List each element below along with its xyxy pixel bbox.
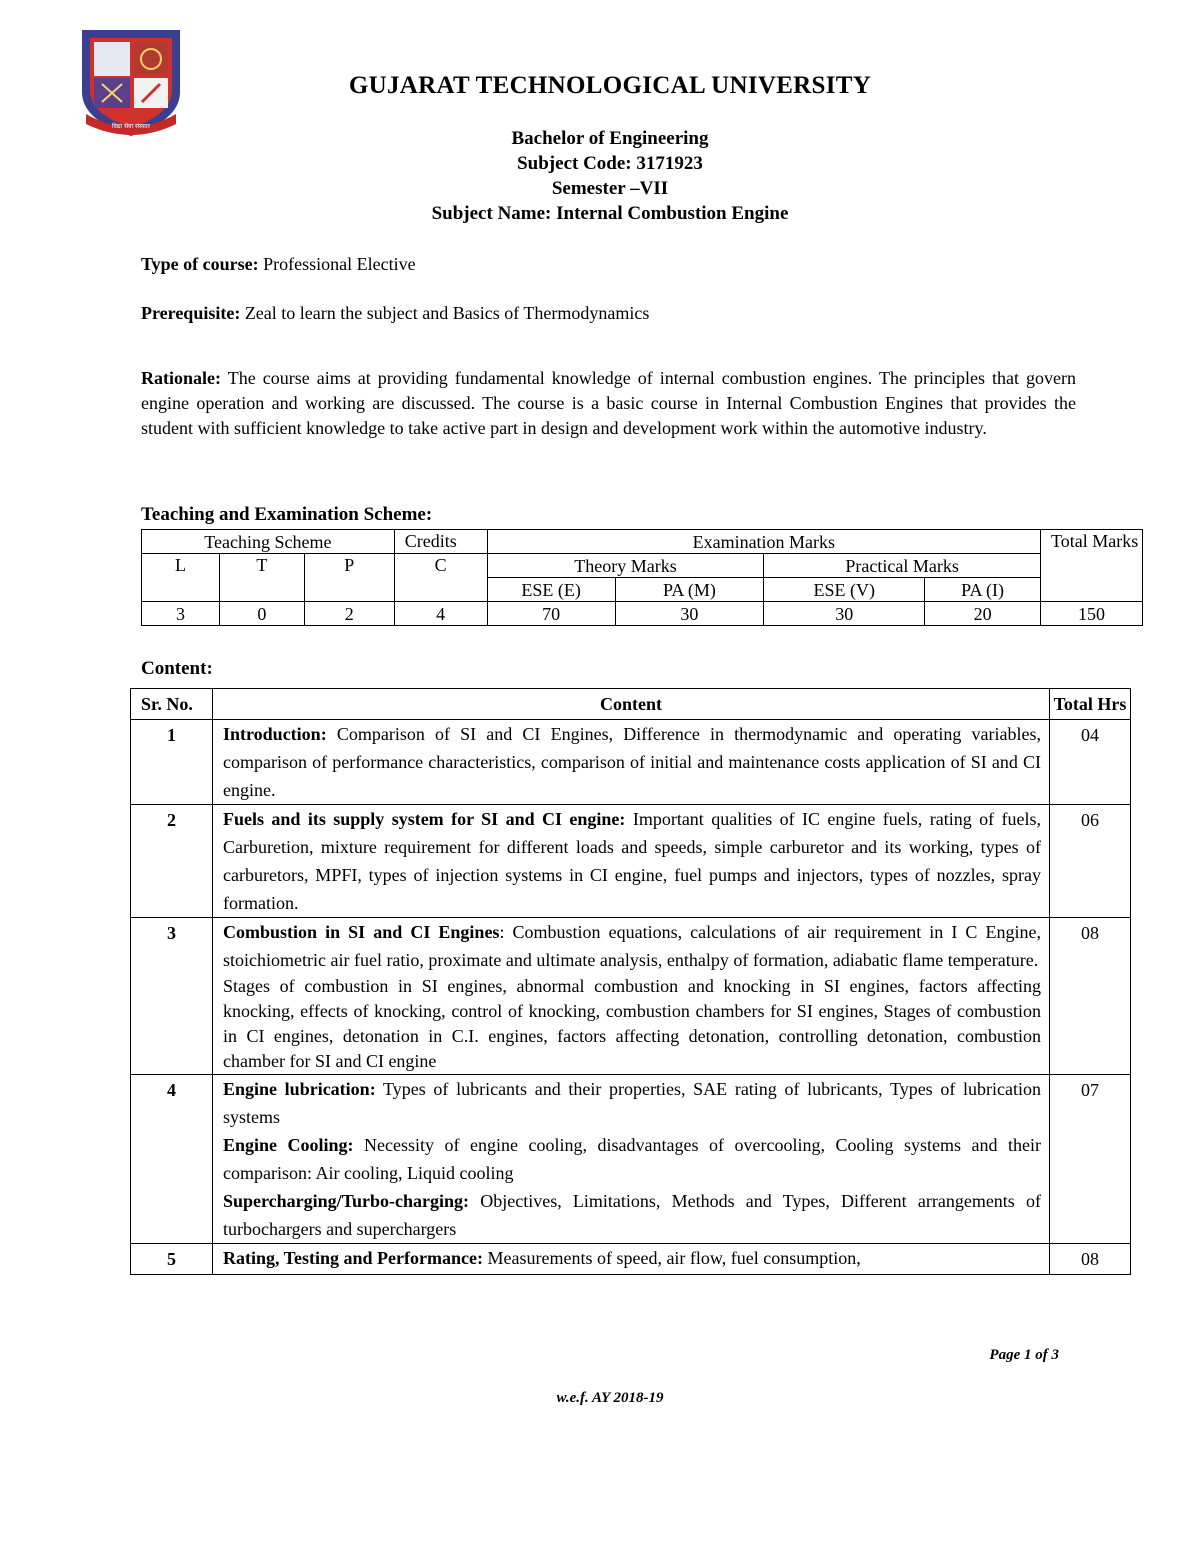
- topic-title: Introduction:: [223, 724, 327, 744]
- col-total-hrs: Total Hrs: [1050, 689, 1131, 720]
- prerequisite: Prerequisite: Zeal to learn the subject and Basics of Thermodynamics: [141, 303, 650, 323]
- table-row: [131, 1244, 1131, 1275]
- row-hours: 08: [1050, 1244, 1131, 1275]
- val-total: 150: [1041, 602, 1143, 626]
- row-content: [213, 1075, 1050, 1244]
- rationale: Rationale: The course aims at providing fundamental knowledge of internal combustion engines. The principles that govern engine operation and working are discussed. The course is a basic course in Internal Combustion Engines that provides the student with sufficient knowledge to take active part in design and development work within the automotive industry.: [141, 368, 1076, 438]
- content-paragraph: [223, 918, 1041, 974]
- topic-title: Supercharging/Turbo-charging:: [223, 1191, 470, 1211]
- row-sr-no: 4: [131, 1075, 213, 1244]
- topic-text: Comparison of SI and CI Engines, Difference in thermodynamic and operating variables, comparison of performance characteristics, comparison of initial and maintenance costs application of SI and CI engine.: [223, 724, 1041, 800]
- theory-marks-header: Theory Marks: [487, 554, 764, 578]
- val-p: 2: [304, 602, 394, 626]
- col-t: T: [219, 554, 304, 602]
- topic-text: Measurements of speed, air flow, fuel consumption,: [483, 1248, 861, 1268]
- exam-marks-header: Examination Marks: [487, 530, 1040, 554]
- degree: Bachelor of Engineering: [511, 128, 709, 149]
- content-heading: Content:: [141, 658, 213, 679]
- val-l: 3: [142, 602, 220, 626]
- content-paragraph: [223, 1075, 1041, 1131]
- row-content: [213, 918, 1050, 1075]
- topic-title: Combustion in SI and CI Engines: [223, 922, 500, 942]
- scheme-heading: Teaching and Examination Scheme:: [141, 504, 433, 525]
- col-content: Content: [213, 689, 1050, 720]
- row-sr-no: 5: [131, 1244, 213, 1275]
- table-row: [131, 918, 1131, 1075]
- wef-note: w.e.f. AY 2018-19: [556, 1390, 664, 1406]
- content-paragraph: [223, 1131, 1041, 1187]
- val-ese-e: 70: [487, 602, 615, 626]
- col-l: L: [142, 554, 220, 602]
- topic-text: Types of lubricants and their properties, SAE rating of lubricants, Types of lubrication systems: [223, 1079, 1041, 1127]
- table-row: [131, 720, 1131, 805]
- subject-name: Subject Name: Internal Combustion Engine: [431, 203, 789, 224]
- row-hours: 06: [1050, 805, 1131, 918]
- page-number: Page 1 of 3: [989, 1347, 1059, 1363]
- topic-title: Rating, Testing and Performance:: [223, 1248, 483, 1268]
- topic-text: Stages of combustion in SI engines, abnormal combustion and knocking in SI engines, factors affecting knocking, effects of knocking, control of knocking, combustion chambers for SI engines, Stages of combustion in CI engines, detonation in C.I. engines, factors affecting detonation, controlling detonation, combustion chamber for SI and CI engine: [223, 976, 1041, 1071]
- course-type: Type of course: Professional Elective: [141, 254, 416, 274]
- topic-text: Important qualities of IC engine fuels, rating of fuels, Carburetion, mixture requirement for different loads and speeds, simple carburetor and its working, types of carburetors, MPFI, types of injection systems in CI engine, fuel pumps and injectors, types of nozzles, spray formation.: [223, 809, 1041, 913]
- table-row: [131, 1075, 1131, 1244]
- val-ese-v: 30: [764, 602, 925, 626]
- row-hours: 07: [1050, 1075, 1131, 1244]
- teaching-scheme-header: Teaching Scheme: [142, 530, 395, 554]
- col-ese-e: ESE (E): [487, 578, 615, 602]
- content-paragraph: [223, 1244, 1041, 1272]
- val-c: 4: [394, 602, 487, 626]
- row-hours: 04: [1050, 720, 1131, 805]
- total-marks-header: Total Marks: [1041, 530, 1143, 602]
- val-t: 0: [219, 602, 304, 626]
- practical-marks-header: Practical Marks: [764, 554, 1041, 578]
- credits-header: Credits: [394, 530, 487, 554]
- svg-text:विद्या सेवा संस्कार: विद्या सेवा संस्कार: [112, 123, 150, 130]
- row-sr-no: 3: [131, 918, 213, 1075]
- university-title: GUJARAT TECHNOLOGICAL UNIVERSITY: [348, 72, 872, 99]
- table-row: [131, 805, 1131, 918]
- topic-title: Engine Cooling:: [223, 1135, 354, 1155]
- scheme-table: [141, 529, 1143, 626]
- row-content: [213, 805, 1050, 918]
- topic-text: Necessity of engine cooling, disadvantages of overcooling, Cooling systems and their comparison: Air cooling, Liquid cooling: [223, 1135, 1041, 1183]
- row-content: [213, 720, 1050, 805]
- topic-text: : Combustion equations, calculations of air requirement in I C Engine, stoichiometric air fuel ratio, proximate and ultimate analysis, enthalpy of formation, adiabatic flame temperature.: [223, 922, 1041, 970]
- content-paragraph: [223, 974, 1041, 1074]
- col-pa-i: PA (I): [925, 578, 1041, 602]
- topic-title: Engine lubrication:: [223, 1079, 376, 1099]
- col-p: P: [304, 554, 394, 602]
- col-ese-v: ESE (V): [764, 578, 925, 602]
- row-sr-no: 1: [131, 720, 213, 805]
- col-pa-m: PA (M): [615, 578, 764, 602]
- semester: Semester –VII: [551, 178, 669, 199]
- content-table: [130, 688, 1131, 1275]
- topic-title: Fuels and its supply system for SI and CI engine:: [223, 809, 626, 829]
- val-pa-i: 20: [925, 602, 1041, 626]
- topic-text: Objectives, Limitations, Methods and Types, Different arrangements of turbochargers and superchargers: [223, 1191, 1041, 1239]
- row-hours: 08: [1050, 918, 1131, 1075]
- row-content: [213, 1244, 1050, 1275]
- row-sr-no: 2: [131, 805, 213, 918]
- col-sr-no: Sr. No.: [131, 689, 213, 720]
- content-paragraph: [223, 1187, 1041, 1243]
- col-c: C: [394, 554, 487, 602]
- val-pa-m: 30: [615, 602, 764, 626]
- subject-code: Subject Code: 3171923: [517, 153, 703, 174]
- content-paragraph: [223, 805, 1041, 917]
- content-paragraph: [223, 720, 1041, 804]
